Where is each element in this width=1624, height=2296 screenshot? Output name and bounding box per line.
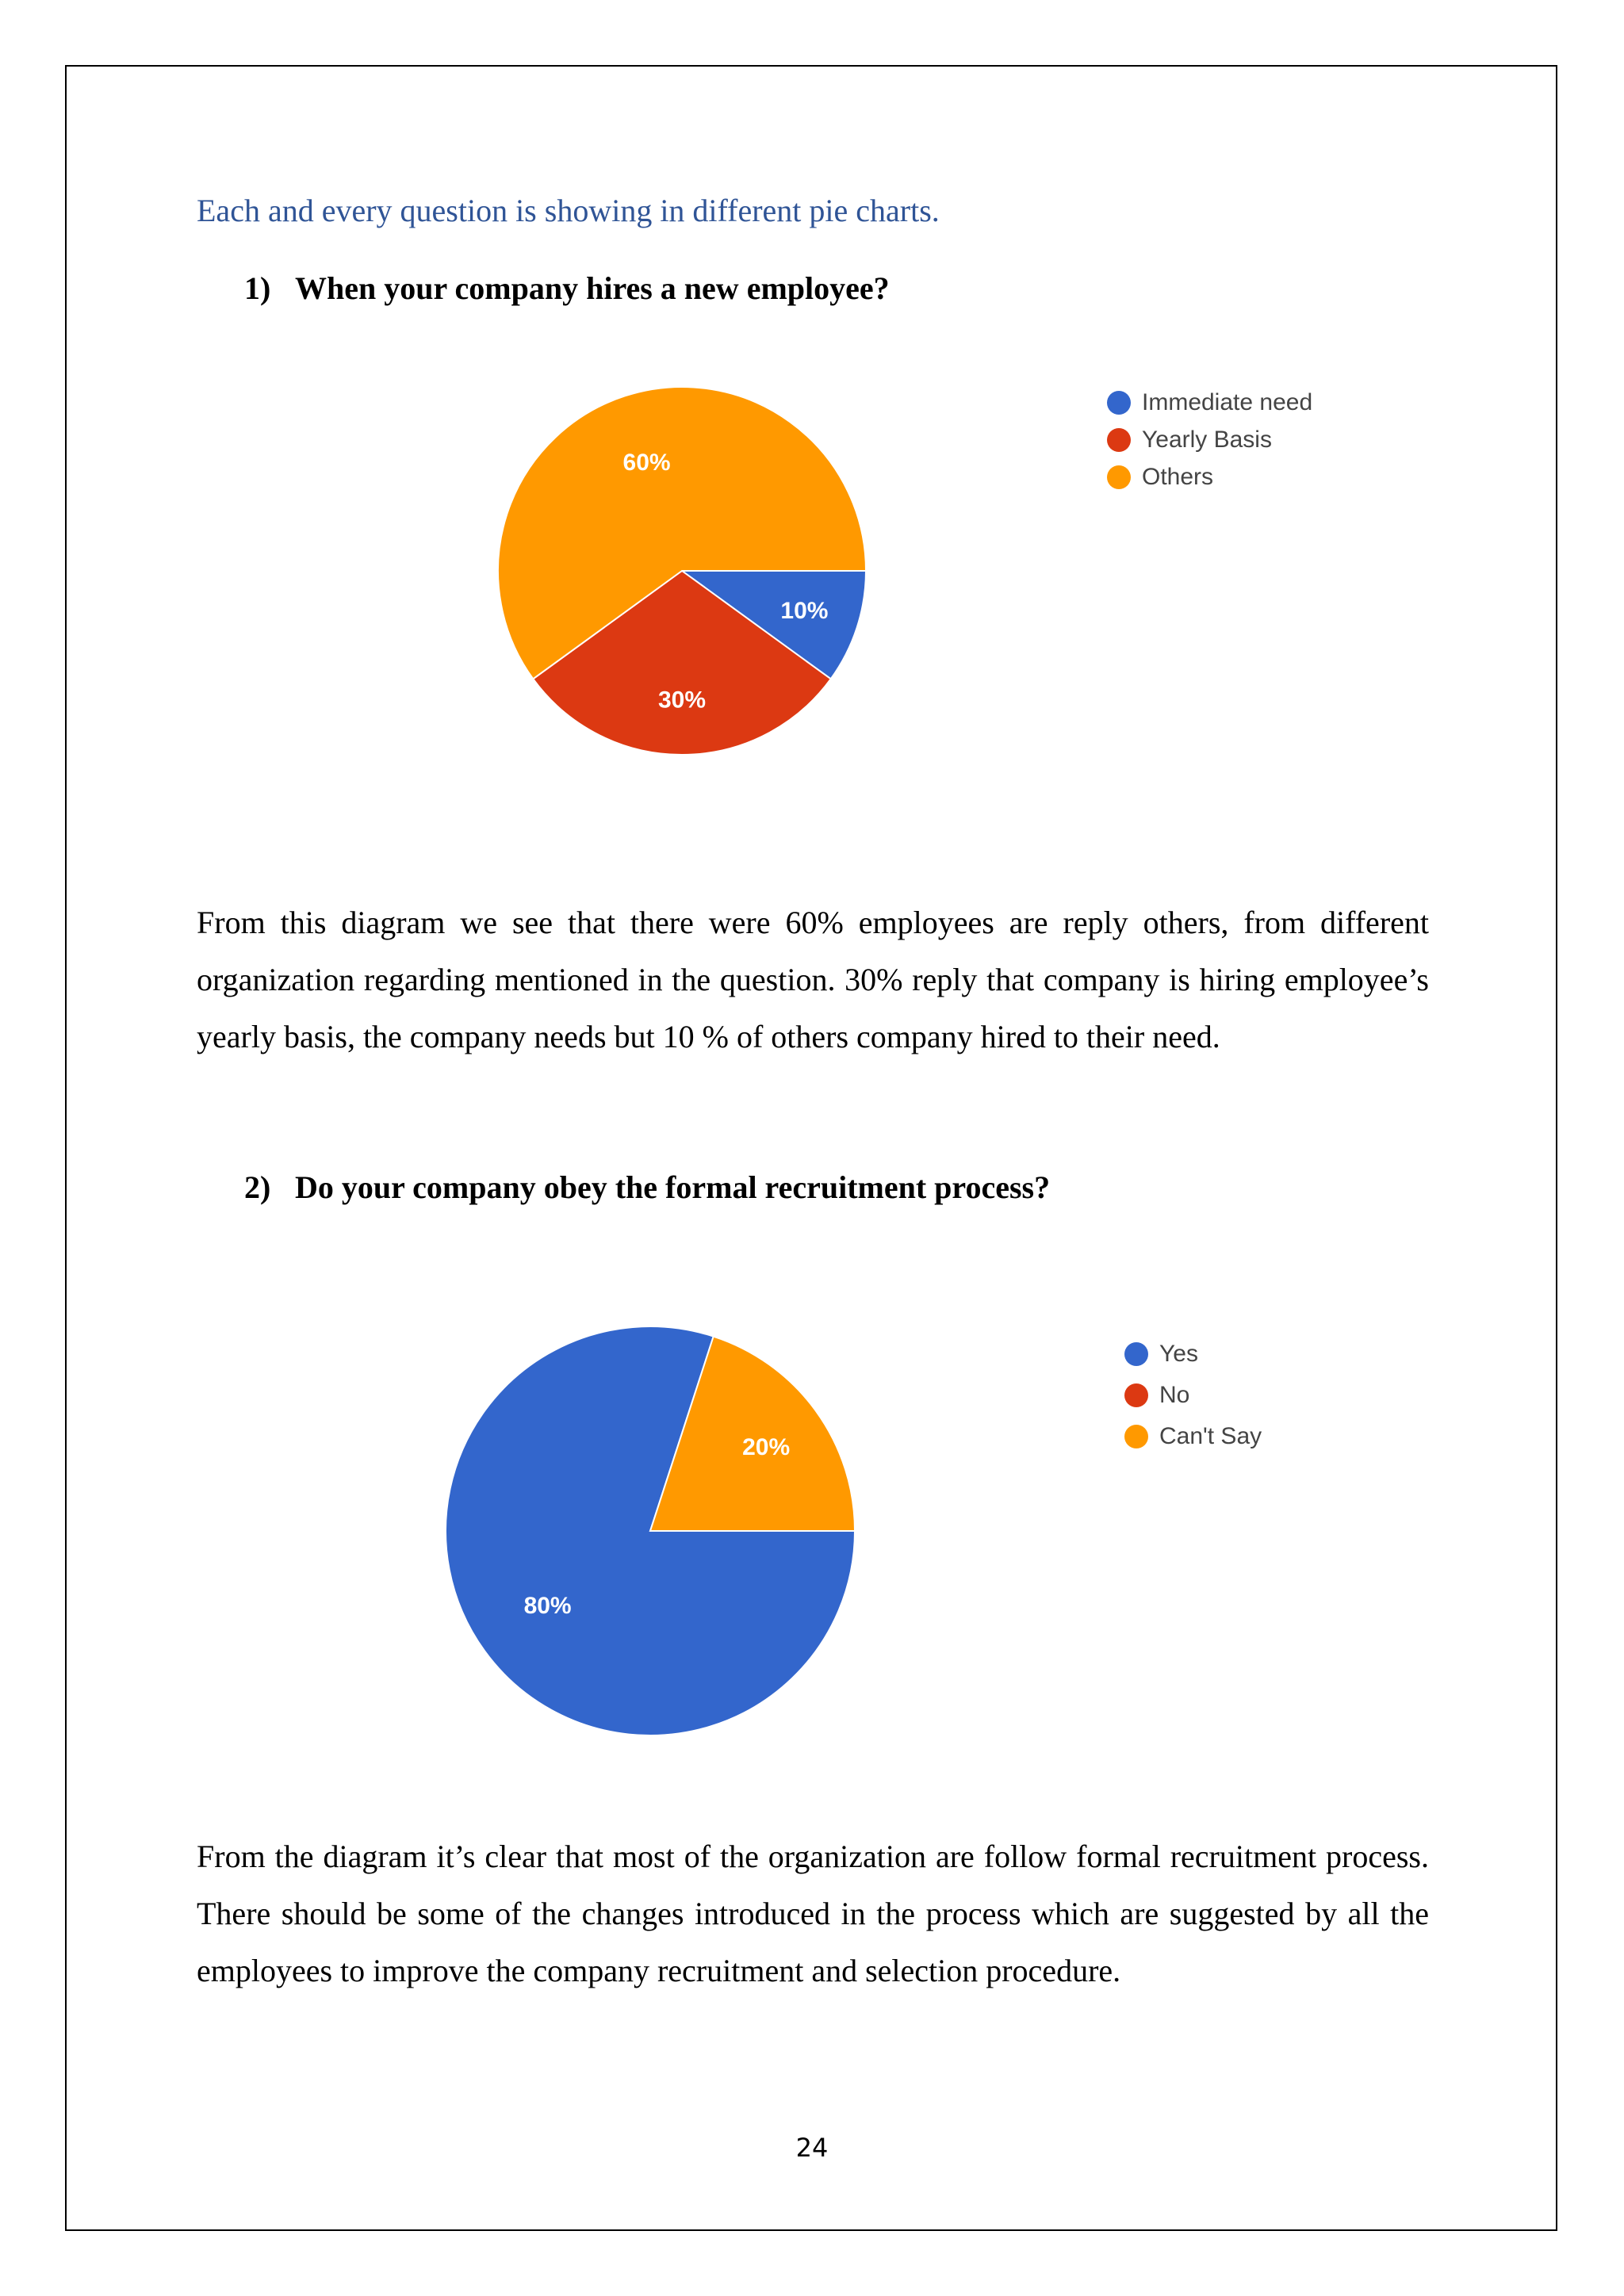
pie-label-yearly-basis: 30% — [657, 687, 707, 714]
question-1-text: When your company hires a new employee? — [295, 270, 890, 306]
legend-swatch — [1107, 391, 1131, 415]
legend-item — [1124, 1375, 1262, 1416]
question-2-number: 2) — [244, 1169, 271, 1205]
pie-chart-hiring — [476, 373, 888, 769]
legend-item — [1107, 384, 1312, 421]
pie-label-yes: 80% — [523, 1593, 572, 1620]
legend-swatch — [1107, 465, 1131, 489]
legend-item — [1124, 1334, 1262, 1375]
legend-label: Can't Say — [1159, 1423, 1262, 1449]
legend-swatch — [1124, 1342, 1148, 1366]
legend-label: No — [1159, 1382, 1190, 1408]
legend-item — [1124, 1416, 1262, 1457]
pie-label-can-t-say: 20% — [742, 1433, 791, 1460]
pie-chart-recruitment — [428, 1321, 872, 1741]
legend-label: Yearly Basis — [1142, 426, 1272, 453]
legend-label: Yes — [1159, 1341, 1198, 1367]
page-number: 24 — [795, 2133, 829, 2163]
pie-label-immediate-need: 10% — [780, 598, 829, 625]
legend-label: Others — [1142, 463, 1214, 490]
pie-label-others: 60% — [622, 450, 671, 476]
legend-swatch — [1124, 1425, 1148, 1448]
legend-hiring — [1107, 384, 1312, 496]
paragraph-1: From this diagram we see that there were 60% employees are reply others, from different organization regarding mentioned in the question. 30% reply that company is hiring employee’s yearly basis, the company needs but 10 % of others company hired to their need. — [197, 905, 1429, 1054]
paragraph-2: From the diagram it’s clear that most of the organization are follow formal recruitment process. There should be some of the changes introduced in the process which are suggested by all the employees to improve the company recruitment and selection procedure. — [197, 1839, 1429, 1988]
legend-item — [1107, 421, 1312, 458]
legend-swatch — [1124, 1383, 1148, 1407]
question-2 — [244, 1169, 1050, 1206]
intro-text: Each and every question is showing in different pie charts. — [197, 193, 940, 228]
question-1 — [244, 270, 890, 307]
legend-item — [1107, 458, 1312, 496]
question-2-text: Do your company obey the formal recruitment process? — [295, 1169, 1051, 1205]
legend-swatch — [1107, 428, 1131, 452]
legend-recruitment — [1124, 1334, 1262, 1457]
question-1-number: 1) — [244, 270, 271, 306]
legend-label: Immediate need — [1142, 388, 1313, 415]
